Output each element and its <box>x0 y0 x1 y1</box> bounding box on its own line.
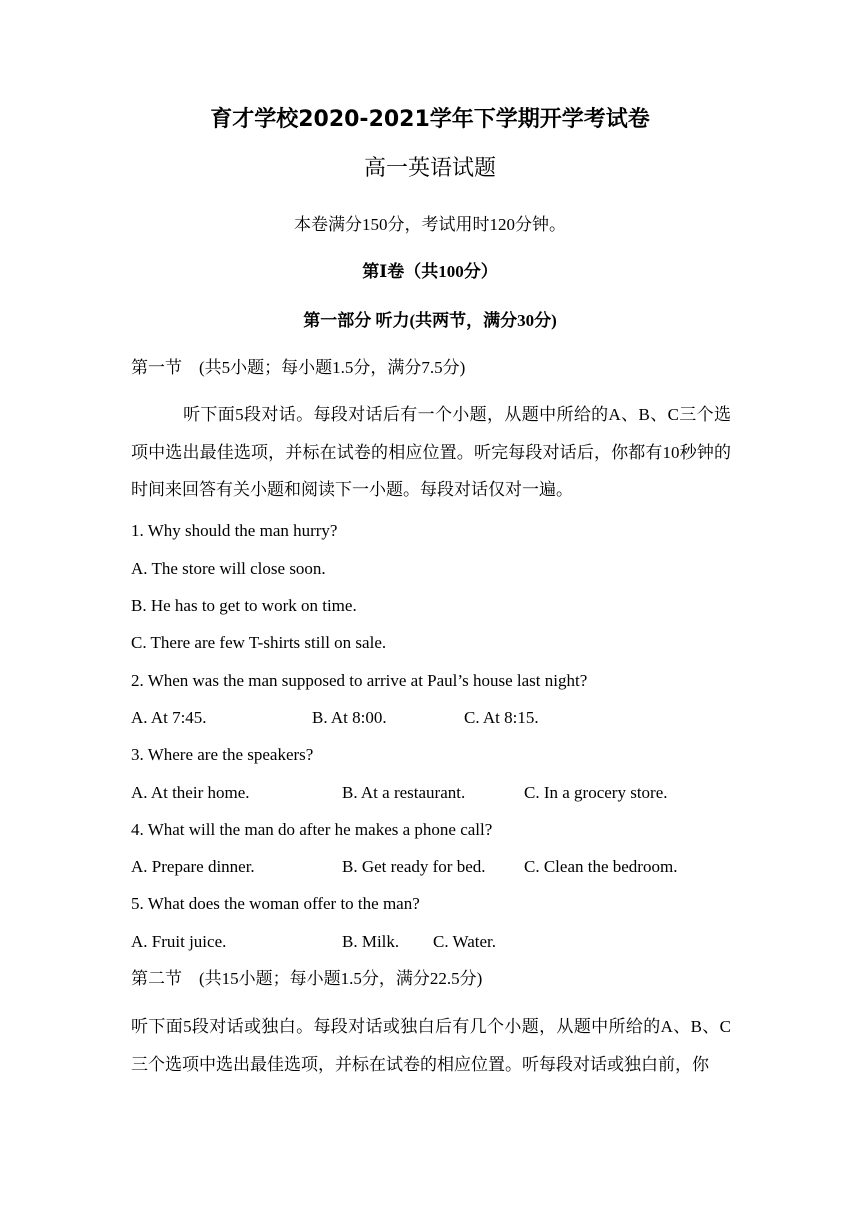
section1-instructions: 听下面5段对话。每段对话后有一个小题，从题中所给的A、B、C三个选项中选出最佳选项，并标在试卷的相应位置。听完每段对话后，你都有10秒钟的时间来回答有关小题和阅读下一小题。每段对话仅对一遍。 <box>131 405 732 499</box>
question-3-option-b: B. At a restaurant. <box>342 783 466 802</box>
score-time-note: 本卷满分150分，考试用时120分钟。 <box>294 215 566 234</box>
section2-heading: 第二节 (共15小题；每小题1.5分，满分22.5分) <box>131 969 483 988</box>
question-1-stem: 1. Why should the man hurry? <box>131 521 338 540</box>
question-3-option-c: C. In a grocery store. <box>524 783 668 802</box>
exam-title: 育才学校2020-2021学年下学期开学考试卷 <box>210 107 650 132</box>
question-4-option-a: A. Prepare dinner. <box>131 857 255 876</box>
section1-heading: 第一节 (共5小题；每小题1.5分，满分7.5分) <box>131 358 466 377</box>
volume-heading: 第Ⅰ卷（共100分） <box>362 262 498 281</box>
section2-instructions: 听下面5段对话或独白。每段对话或独白后有几个小题，从题中所给的A、B、C三个选项中选出最佳选项，并标在试卷的相应位置。听每段对话或独白前，你 <box>131 1017 731 1074</box>
question-5-option-c: C. Water. <box>433 932 497 951</box>
question-5-option-b: B. Milk. <box>342 932 400 951</box>
question-5-option-a: A. Fruit juice. <box>131 932 227 951</box>
question-2-stem: 2. When was the man supposed to arrive at Paul’s house last night? <box>131 671 588 690</box>
question-2-option-a: A. At 7:45. <box>131 708 207 727</box>
question-2-option-c: C. At 8:15. <box>464 708 539 727</box>
question-1-option-b: B. He has to get to work on time. <box>131 596 357 615</box>
question-1-option-a: A. The store will close soon. <box>131 559 326 578</box>
question-1-option-c: C. There are few T-shirts still on sale. <box>131 633 387 652</box>
question-4-option-b: B. Get ready for bed. <box>342 857 486 876</box>
question-4-stem: 4. What will the man do after he makes a phone call? <box>131 820 493 839</box>
exam-subtitle: 高一英语试题 <box>363 156 496 181</box>
question-4-option-c: C. Clean the bedroom. <box>524 857 678 876</box>
question-3-stem: 3. Where are the speakers? <box>131 745 314 764</box>
question-5-stem: 5. What does the woman offer to the man? <box>131 894 420 913</box>
part-heading: 第一部分 听力(共两节，满分30分) <box>303 311 557 330</box>
question-3-option-a: A. At their home. <box>131 783 250 802</box>
question-2-option-b: B. At 8:00. <box>312 708 387 727</box>
